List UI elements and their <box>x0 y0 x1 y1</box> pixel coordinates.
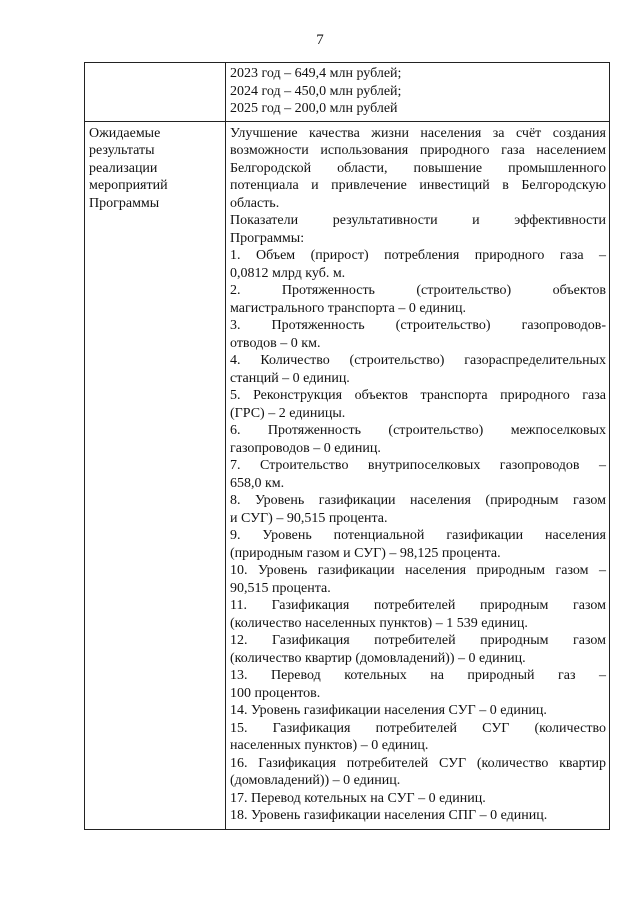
funding-value-cell <box>226 63 610 122</box>
indicator-item-line: 658,0 км. <box>230 475 285 491</box>
funding-label-cell <box>85 63 226 122</box>
indicator-item <box>230 317 606 352</box>
results-paragraph-line: возможности использования природного газа населением <box>230 143 606 158</box>
indicator-item <box>230 562 606 597</box>
indicator-item <box>230 790 606 808</box>
indicator-item <box>230 492 606 527</box>
indicator-item-line: 10. Уровень газификации населения природным газом – <box>230 563 606 578</box>
indicator-item-line: (природным газом и СУГ) – 98,125 процента. <box>230 545 501 561</box>
indicator-item <box>230 387 606 422</box>
funding-line-2024: 2024 год – 450,0 млн рублей; <box>230 83 402 99</box>
expected-results-row <box>85 121 610 829</box>
indicator-item-line: 11. Газификация потребителей природным газом <box>230 598 606 613</box>
expected-results-label-cell <box>85 121 226 829</box>
indicator-item <box>230 632 606 667</box>
indicator-item-line: (ГРС) – 2 единицы. <box>230 405 346 421</box>
indicator-item-line: (количество населенных пунктов) – 1 539 единиц. <box>230 615 528 631</box>
indicator-item-line: 17. Перевод котельных на СУГ – 0 единиц. <box>230 790 486 806</box>
indicator-item <box>230 247 606 282</box>
page-number: 7 <box>316 32 324 48</box>
label-line: мероприятий <box>89 178 168 193</box>
indicator-item-line: 13. Перевод котельных на природный газ – <box>230 668 606 683</box>
program-passport-table <box>84 62 610 830</box>
indicator-item <box>230 720 606 755</box>
indicator-item-line: 15. Газификация потребителей СУГ (количество <box>230 720 606 736</box>
indicator-item-line: 0,0812 млрд куб. м. <box>230 265 346 281</box>
results-paragraph <box>230 125 606 213</box>
indicator-item-line: 3. Протяженность (строительство) газопроводов- <box>230 318 606 333</box>
indicator-item-line: 5. Реконструкция объектов транспорта природного газа <box>230 388 606 403</box>
results-content <box>226 122 609 829</box>
indicator-item-line: газопроводов – 0 единиц. <box>230 440 381 456</box>
indicator-item-line: 12. Газификация потребителей природным газом <box>230 633 606 648</box>
indicator-item <box>230 667 606 702</box>
results-paragraph-line: Белгородской области, повышение промышленного <box>230 160 606 176</box>
indicator-item-line: отводов – 0 км. <box>230 335 321 351</box>
indicator-item-line: 1. Объем (прирост) потребления природного газа – <box>230 248 606 263</box>
indicator-item-line: (количество квартир (домовладений)) – 0 единиц. <box>230 650 526 666</box>
indicator-item-line: населенных пунктов) – 0 единиц. <box>230 738 429 753</box>
indicator-item <box>230 527 606 562</box>
indicator-item-line: 7. Строительство внутрипоселковых газопроводов – <box>230 458 606 473</box>
indicator-item <box>230 807 606 825</box>
funding-line-2023: 2023 год – 649,4 млн рублей; <box>230 66 402 81</box>
funding-row <box>85 63 610 122</box>
indicator-item <box>230 352 606 387</box>
indicator-item-line: 8. Уровень газификации населения (природным газом <box>230 493 606 508</box>
results-paragraph-line: область. <box>230 195 280 211</box>
funding-line-2025: 2025 год – 200,0 млн рублей <box>230 101 398 116</box>
indicator-item-line: 2. Протяженность (строительство) объектов <box>230 283 606 298</box>
indicator-item-line: магистрального транспорта – 0 единиц. <box>230 300 466 316</box>
indicator-item <box>230 702 606 720</box>
indicator-item <box>230 597 606 632</box>
results-paragraph-line: Программы: <box>230 230 305 246</box>
label-line: результаты <box>89 143 155 158</box>
expected-results-value-cell <box>226 121 610 829</box>
results-paragraph <box>230 212 606 247</box>
indicator-item <box>230 282 606 317</box>
indicator-item <box>230 457 606 492</box>
label-line: Программы <box>89 195 160 211</box>
results-paragraph-line: Улучшение качества жизни населения за счёт создания <box>230 125 606 141</box>
results-paragraph-line: Показатели результативности и эффективности <box>230 213 606 228</box>
indicator-item-line: 18. Уровень газификации населения СПГ – 0 единиц. <box>230 808 548 823</box>
indicator-item-line: станций – 0 единиц. <box>230 370 350 386</box>
label-line: реализации <box>89 160 158 176</box>
indicator-item <box>230 422 606 457</box>
indicator-item-line: 9. Уровень потенциальной газификации населения <box>230 528 606 543</box>
indicator-item-line: 6. Протяженность (строительство) межпоселковых <box>230 423 606 438</box>
indicator-item-line: 100 процентов. <box>230 685 321 701</box>
label-line: Ожидаемые <box>89 125 161 141</box>
results-paragraph-line: потенциала и привлечение инвестиций в Белгородскую <box>230 178 606 193</box>
indicator-item-line: 14. Уровень газификации населения СУГ – 0 единиц. <box>230 703 547 718</box>
indicator-item-line: 90,515 процента. <box>230 580 331 596</box>
indicator-item-line: 4. Количество (строительство) газораспределительных <box>230 353 606 368</box>
indicator-item <box>230 755 606 790</box>
indicator-item-line: (домовладений)) – 0 единиц. <box>230 773 401 788</box>
indicator-item-line: 16. Газификация потребителей СУГ (количество квартир <box>230 755 606 771</box>
indicator-item-line: и СУГ) – 90,515 процента. <box>230 510 388 526</box>
